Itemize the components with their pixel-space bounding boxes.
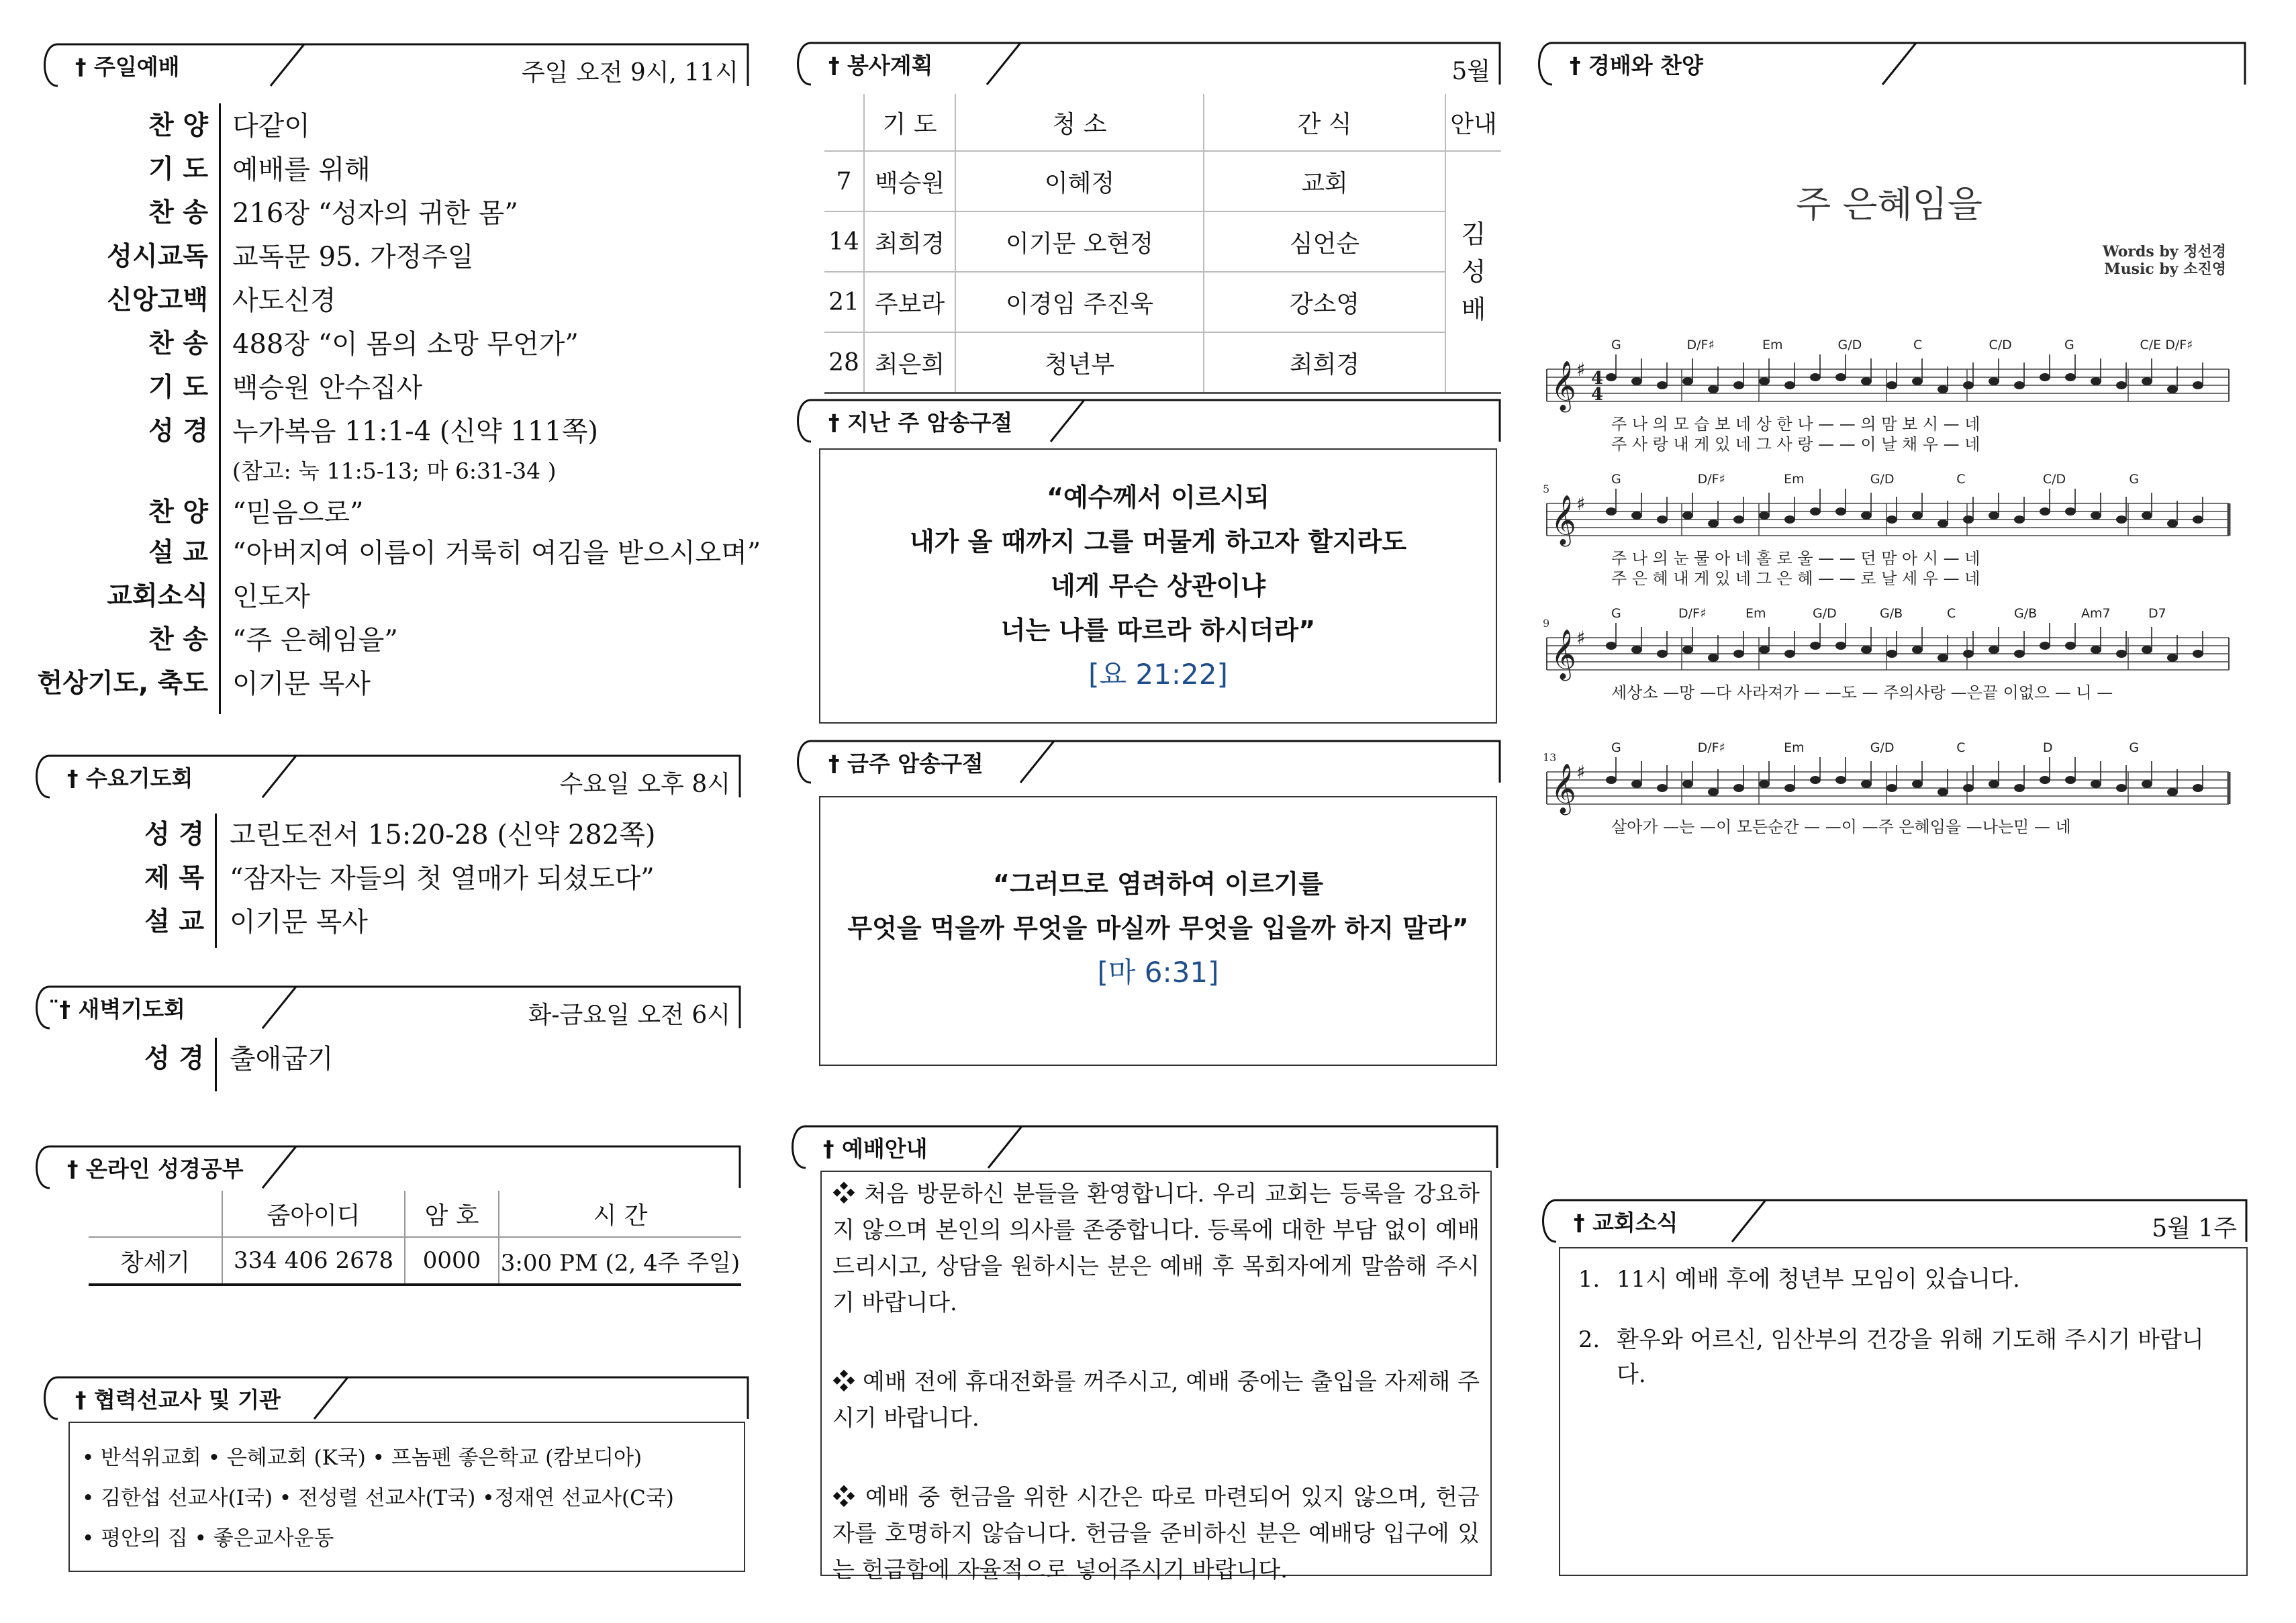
note-head [1938,385,1948,393]
order-label: 기 도 [148,154,208,185]
note-head [2193,381,2203,389]
note-head [1657,784,1668,792]
order-row [0,532,761,575]
chord-symbol: G/D [1837,338,1862,352]
note-head [1657,515,1668,524]
missions-line: • 평안의 집 • 좋은교사운동 [82,1526,334,1551]
order-value: 이기문 목사 [230,907,368,938]
order-value: 사도신경 [232,285,336,316]
note-head [1657,381,1668,389]
chord-symbol: G [1611,606,1621,621]
note-head [1886,381,1897,389]
note-head [2142,511,2152,520]
note-head [2167,788,2178,796]
service-guide-char: 성 [1461,257,1486,287]
news-header [1537,1199,2248,1243]
last-verse-line: 네게 무슨 상관이냐 [1050,571,1266,601]
note-head [1886,650,1897,658]
note-head [1835,776,1846,784]
note-head [1631,646,1642,654]
news-item: 1. 11시 예배 후에 청년부 모임이 있습니다. [1607,1262,2233,1297]
note-head [1784,784,1795,792]
note-head [1759,377,1770,385]
order-value: 이기문 목사 [232,669,371,699]
note-head [2091,511,2101,520]
time-signature: 4 [1591,368,1604,389]
praise-header [1533,42,2246,86]
note-head [1708,788,1719,796]
service-cleaning: 이혜정 [955,151,1204,211]
online-header-blank [89,1191,222,1237]
chord-symbol: G [2064,338,2074,352]
notice-paragraph: ❖ 처음 방문하신 분들을 환영합니다. 우리 교회는 등록을 강요하지 않으며 본인의 의사를 존중합니다. 등록에 대한 부담 없이 예배드리시고, 상담을 원하시는 분은 예배 후 목회자에게 말씀해 주시기 바랍니다. [832,1181,1480,1316]
note-head [1682,377,1693,385]
sharp-icon: ♯ [1576,493,1586,515]
note-head [1657,650,1668,658]
note-head [1861,377,1872,385]
measure-number: 5 [1543,483,1550,495]
dawn-order [0,1038,749,1091]
note-head [2167,385,2178,393]
online-header-zoom-id: 줌아이디 [222,1191,405,1237]
chord-symbol: C/D [2042,472,2066,487]
order-label: 성 경 [148,416,208,446]
order-row [0,857,749,901]
online-header [31,1145,741,1189]
service-cleaning: 이기문 오현정 [955,211,1204,272]
chord-symbol: G/B [1880,606,1903,621]
note-head [1708,654,1719,662]
last-verse-title: † 지난 주 암송구절 [828,409,1013,436]
this-verse-line: 무엇을 먹을까 무엇을 마실까 무엇을 입을까 하지 말라” [847,914,1469,943]
treble-clef-icon: 𝄞 [1551,764,1576,814]
note-head [1963,515,1974,524]
missions-header [39,1376,749,1420]
online-header-time: 시 간 [499,1191,741,1237]
music-system [1543,472,2229,588]
note-head [1912,511,1923,520]
note-head [1631,511,1642,520]
sharp-icon: ♯ [1576,761,1586,783]
chord-symbol: C [1956,740,1966,755]
note-head [1886,784,1897,792]
order-label: 설 교 [144,907,204,937]
lyric-line: 주 나 의 눈 물 아 네 홀 로 울 — — 던 맘 아 시 — 네 [1611,549,1980,568]
note-head [1682,511,1693,520]
service-snack: 강소영 [1204,272,1445,332]
last-verse-line: 내가 올 때까지 그를 머물게 하고자 할지라도 [909,527,1407,556]
notice-paragraph: ❖ 예배 전에 휴대전화를 꺼주시고, 예배 중에는 출입을 자제해 주시기 바랍니다. [832,1369,1480,1432]
note-head [1682,646,1693,654]
order-label: 신앙고백 [107,285,208,315]
note-head [1708,520,1719,528]
last-verse-line: 너는 나를 따르라 하시더라” [1000,616,1316,645]
note-head [1989,646,1999,654]
last-verse-ref: [요 21:22] [1088,658,1228,691]
note-head [2193,784,2203,792]
online-zoom-id: 334 406 2678 [222,1237,405,1285]
treble-clef-icon: 𝄞 [1551,361,1576,411]
order-row [0,814,749,857]
note-head [1733,515,1744,524]
order-value: 인도자 [232,581,310,612]
lyric-line: 주 나 의 모 습 보 네 상 한 나 — — 의 맘 보 시 — 네 [1611,415,1980,434]
notice-box [820,1171,1492,1583]
service-header-date [824,94,864,151]
notice-paragraph: ❖ 예배 중 헌금을 위한 시간은 따로 마련되어 있지 않으며, 헌금자를 호명하지 않습니다. 헌금을 준비하신 분은 예배당 입구에 있는 헌금함에 자율적으로 넣어주시기 바랍니다. [832,1484,1480,1583]
note-head [2014,784,2025,792]
note-head [1835,373,1846,381]
note-head [1835,507,1846,515]
service-prayer: 최은희 [864,332,955,393]
order-row [0,323,749,366]
sharp-icon: ♯ [1576,358,1586,381]
music-system [1543,606,2229,702]
order-label: 설 교 [148,538,208,568]
chord-symbol: C/E D/F♯ [2140,338,2193,352]
service-date: 14 [824,211,864,272]
this-verse-line: “그러므로 염려하여 이르기를 [993,869,1323,899]
chord-symbol: C [1956,472,1966,487]
this-verse-title: † 금주 암송구절 [828,750,984,777]
measure-number: 9 [1543,617,1550,630]
chord-symbol: Em [1784,740,1805,755]
sharp-icon: ♯ [1576,627,1586,649]
note-head [2142,646,2152,654]
note-head [2116,784,2127,792]
music-system [1543,740,2229,836]
order-label: 성 경 [144,1044,204,1074]
last-verse-box [819,448,1497,724]
note-head [1606,776,1617,784]
order-label: 찬 송 [148,198,208,228]
chord-symbol: G/D [1870,472,1895,487]
praise-title: † 경배와 찬양 [1570,52,1703,79]
order-value: “잠자는 자들의 첫 열매가 되셨도다” [230,863,655,894]
service-date: 7 [824,151,864,211]
chord-symbol: G [2129,472,2140,487]
chord-symbol: Am7 [2081,606,2111,621]
treble-clef-icon: 𝄞 [1551,495,1576,545]
note-head [1606,507,1617,515]
this-verse-box [819,796,1497,1066]
note-head [1912,780,1923,788]
note-head [1938,654,1948,662]
missions-line: • 김한섭 선교사(I국) • 전성렬 선교사(T국) •정재연 선교사(C국) [82,1486,674,1510]
chord-symbol: D/F♯ [1697,472,1725,487]
treble-clef-icon: 𝄞 [1551,630,1576,679]
note-head [1938,520,1948,528]
note-head [1861,646,1872,654]
note-head [2091,377,2101,385]
order-row [0,366,749,410]
chord-symbol: D7 [2148,606,2166,621]
order-label: 성시교독 [107,242,208,272]
order-row [0,148,749,192]
order-label: 찬 양 [148,497,208,528]
note-head [2014,381,2025,389]
note-head [1784,515,1795,524]
online-table [89,1191,741,1286]
order-label: 기 도 [148,373,208,403]
song-words-credit: Words by 정선경 [2102,243,2226,260]
chord-symbol: G/D [1870,740,1895,755]
order-row [0,575,749,619]
lyric-line: 주 사 랑 내 게 있 네 그 사 랑 — — 이 날 채 우 — 네 [1611,435,1980,454]
note-head [2142,377,2152,385]
note-head [1759,780,1770,788]
order-value: “주 은혜임을” [232,625,398,656]
online-header-password: 암 호 [405,1191,499,1237]
measure-number: 13 [1543,751,1557,764]
chord-symbol: G/D [1813,606,1837,621]
order-value: 출애굽기 [230,1044,334,1075]
note-head [1733,381,1744,389]
dawn-header [31,985,741,1030]
chord-symbol: C [1947,606,1956,621]
service-header [792,42,1501,86]
this-verse-ref: [마 6:31] [1097,956,1219,989]
note-head [2193,515,2203,524]
note-head [1810,776,1821,784]
order-label: 찬 송 [148,329,208,359]
music-system [1547,338,2229,454]
note-head [2040,642,2050,650]
wednesday-header [31,754,741,799]
chord-symbol: G [2129,740,2140,755]
order-value: 누가복음 11:1-4 (신약 111쪽) [232,416,598,447]
service-cleaning: 청년부 [955,332,1204,393]
notice-title: † 예배안내 [823,1136,928,1162]
wednesday-time: 수요일 오후 8시 [559,771,730,798]
order-row [0,279,749,323]
service-title: † 봉사계획 [828,52,933,79]
service-cleaning: 이경임 주진욱 [955,272,1204,332]
note-head [2091,646,2101,654]
service-guide-char: 배 [1461,295,1486,324]
order-label: 교회소식 [107,581,208,611]
lyric-line: 살아가 —는 —이 모든순간 — —이 —주 은혜임을 —나는믿 — 네 [1611,818,2071,836]
score-svg [1537,302,2242,866]
chord-symbol: G [1611,740,1621,755]
note-head [1938,788,1948,796]
note-head [1989,377,1999,385]
online-course: 창세기 [119,1248,191,1277]
service-guide-char: 김 [1461,219,1486,249]
chord-symbol: D [2042,740,2053,755]
order-row [0,901,749,944]
note-head [1784,650,1795,658]
time-signature: 4 [1591,385,1604,405]
note-head [2040,776,2050,784]
online-password: 0000 [405,1237,499,1285]
note-head [2091,780,2101,788]
chord-symbol: Em [1762,338,1783,352]
wednesday-title: † 수요기도회 [67,765,193,791]
note-head [1963,381,1974,389]
note-head [1759,511,1770,520]
note-head [1810,373,1821,381]
missions-title: † 협력선교사 및 기관 [75,1387,281,1413]
order-value: 백승원 안수집사 [232,373,423,403]
sunday-order [0,103,761,714]
note-head [2142,780,2152,788]
note-head [1733,784,1744,792]
order-row [0,105,749,148]
service-guide [1445,151,1501,393]
news-week: 5월 1주 [2152,1215,2237,1242]
service-prayer: 최희경 [864,211,955,272]
note-head [1810,507,1821,515]
note-head [1886,515,1897,524]
note-head [2065,507,2076,515]
chord-symbol: D/F♯ [1686,338,1715,352]
missions-box [68,1422,745,1572]
missions-line: • 반석위교회 • 은혜교회 (K국) • 프놈펜 좋은학교 (캄보디아) [82,1446,642,1470]
news-box [1559,1247,2248,1576]
service-header-prayer: 기 도 [864,94,955,151]
order-value: 고린도전서 15:20-28 (신약 282쪽) [230,820,656,850]
note-head [1989,511,1999,520]
chord-symbol: D/F♯ [1678,606,1707,621]
note-head [1963,784,1974,792]
note-head [1989,780,1999,788]
note-head [2014,650,2025,658]
order-label: 찬 송 [148,625,208,655]
order-label: 제 목 [144,863,204,893]
lyric-line: 세상소 —망 —다 사라져가 — —도 — 주의사랑 —은끝 이없으 — 니 — [1611,683,2113,702]
note-head [1682,780,1693,788]
note-head [1631,377,1642,385]
order-row [0,410,749,454]
service-header-guide: 안내 [1445,94,1501,151]
sunday-header [39,43,749,87]
note-head [1810,642,1821,650]
chord-symbol: G [1611,338,1621,352]
service-month: 5월 [1451,58,1490,85]
note-head [1835,642,1846,650]
chord-symbol: G/B [2014,606,2038,621]
note-head [1861,780,1872,788]
note-head [1631,780,1642,788]
order-row [0,192,749,236]
chord-symbol: G [1611,472,1621,487]
online-title: † 온라인 성경공부 [67,1156,244,1182]
sheet-music [1537,302,2242,866]
service-snack: 심언순 [1204,211,1445,272]
sunday-title: † 주일예배 [75,54,180,80]
order-value: 예배를 위해 [232,154,371,185]
chord-symbol: Em [1784,472,1805,487]
chord-symbol: Em [1745,606,1766,621]
note-head [2014,515,2025,524]
order-label: 헌상기도, 축도 [37,669,208,699]
order-value: 216장 “성자의 귀한 몸” [232,198,518,229]
chord-symbol: D/F♯ [1697,740,1725,755]
order-value: “아버지여 이름이 거룩히 여김을 받으시오며” [232,538,761,569]
order-row [0,662,749,706]
dawn-time: 화-금요일 오전 6시 [528,1001,730,1029]
note-head [2167,654,2178,662]
service-date: 28 [824,332,864,393]
note-head [1759,646,1770,654]
note-head [2167,520,2178,528]
service-header-cleaning: 청 소 [955,94,1204,151]
note-head [1912,377,1923,385]
note-head [2116,515,2127,524]
order-label: 성 경 [144,820,204,850]
note-head [2065,776,2076,784]
service-date: 21 [824,272,864,332]
service-snack: 최희경 [1204,332,1445,393]
order-value: 488장 “이 몸의 소망 무언가” [232,329,579,360]
order-label: 찬 양 [148,111,208,141]
note-head [2116,381,2127,389]
note-head [2040,373,2050,381]
note-head [2040,507,2050,515]
wednesday-order [0,814,749,948]
order-value: (참고: 눅 11:5-13; 마 6:31-34 ) [232,458,557,484]
note-head [1606,373,1617,381]
service-table [824,94,1501,394]
news-title: † 교회소식 [1574,1210,1678,1236]
note-head [1861,511,1872,520]
service-snack: 교회 [1204,151,1445,211]
note-head [1606,642,1617,650]
order-row [0,236,749,279]
note-head [2193,650,2203,658]
note-head [2116,650,2127,658]
order-row [0,491,749,535]
service-prayer: 백승원 [864,151,955,211]
chord-symbol: C [1913,338,1923,352]
note-head [2065,642,2076,650]
notice-header [787,1125,1498,1169]
note-head [1784,381,1795,389]
sunday-time: 주일 오전 9시, 11시 [521,59,738,87]
dawn-title: ¨† 새벽기도회 [48,996,185,1022]
note-head [1912,646,1923,654]
chord-symbol: C/D [1989,338,2012,352]
song-music-credit: Music by 소진영 [2104,260,2226,278]
this-verse-header [792,740,1501,784]
note-head [1963,650,1974,658]
order-row [0,1038,749,1081]
service-prayer: 주보라 [864,272,955,332]
order-row [0,619,749,662]
lyric-line: 주 은 혜 내 게 있 네 그 은 혜 — — 로 날 세 우 — 네 [1611,569,1980,588]
song-title: 주 은혜임을 [1796,183,1982,226]
note-head [1708,385,1719,393]
last-verse-header [792,399,1501,443]
online-time: 3:00 PM (2, 4주 주일) [499,1237,741,1285]
order-value: 교독문 95. 가정주일 [232,242,474,273]
order-value: “믿음으로” [232,497,364,528]
note-head [2065,373,2076,381]
last-verse-line: “예수께서 이르시되 [1047,483,1270,512]
service-header-snack: 간 식 [1204,94,1445,151]
note-head [1733,650,1744,658]
order-value: 다같이 [232,111,310,142]
news-item: 2. 환우와 어르신, 임산부의 건강을 위해 기도해 주시기 바랍니다. [1607,1322,2233,1392]
